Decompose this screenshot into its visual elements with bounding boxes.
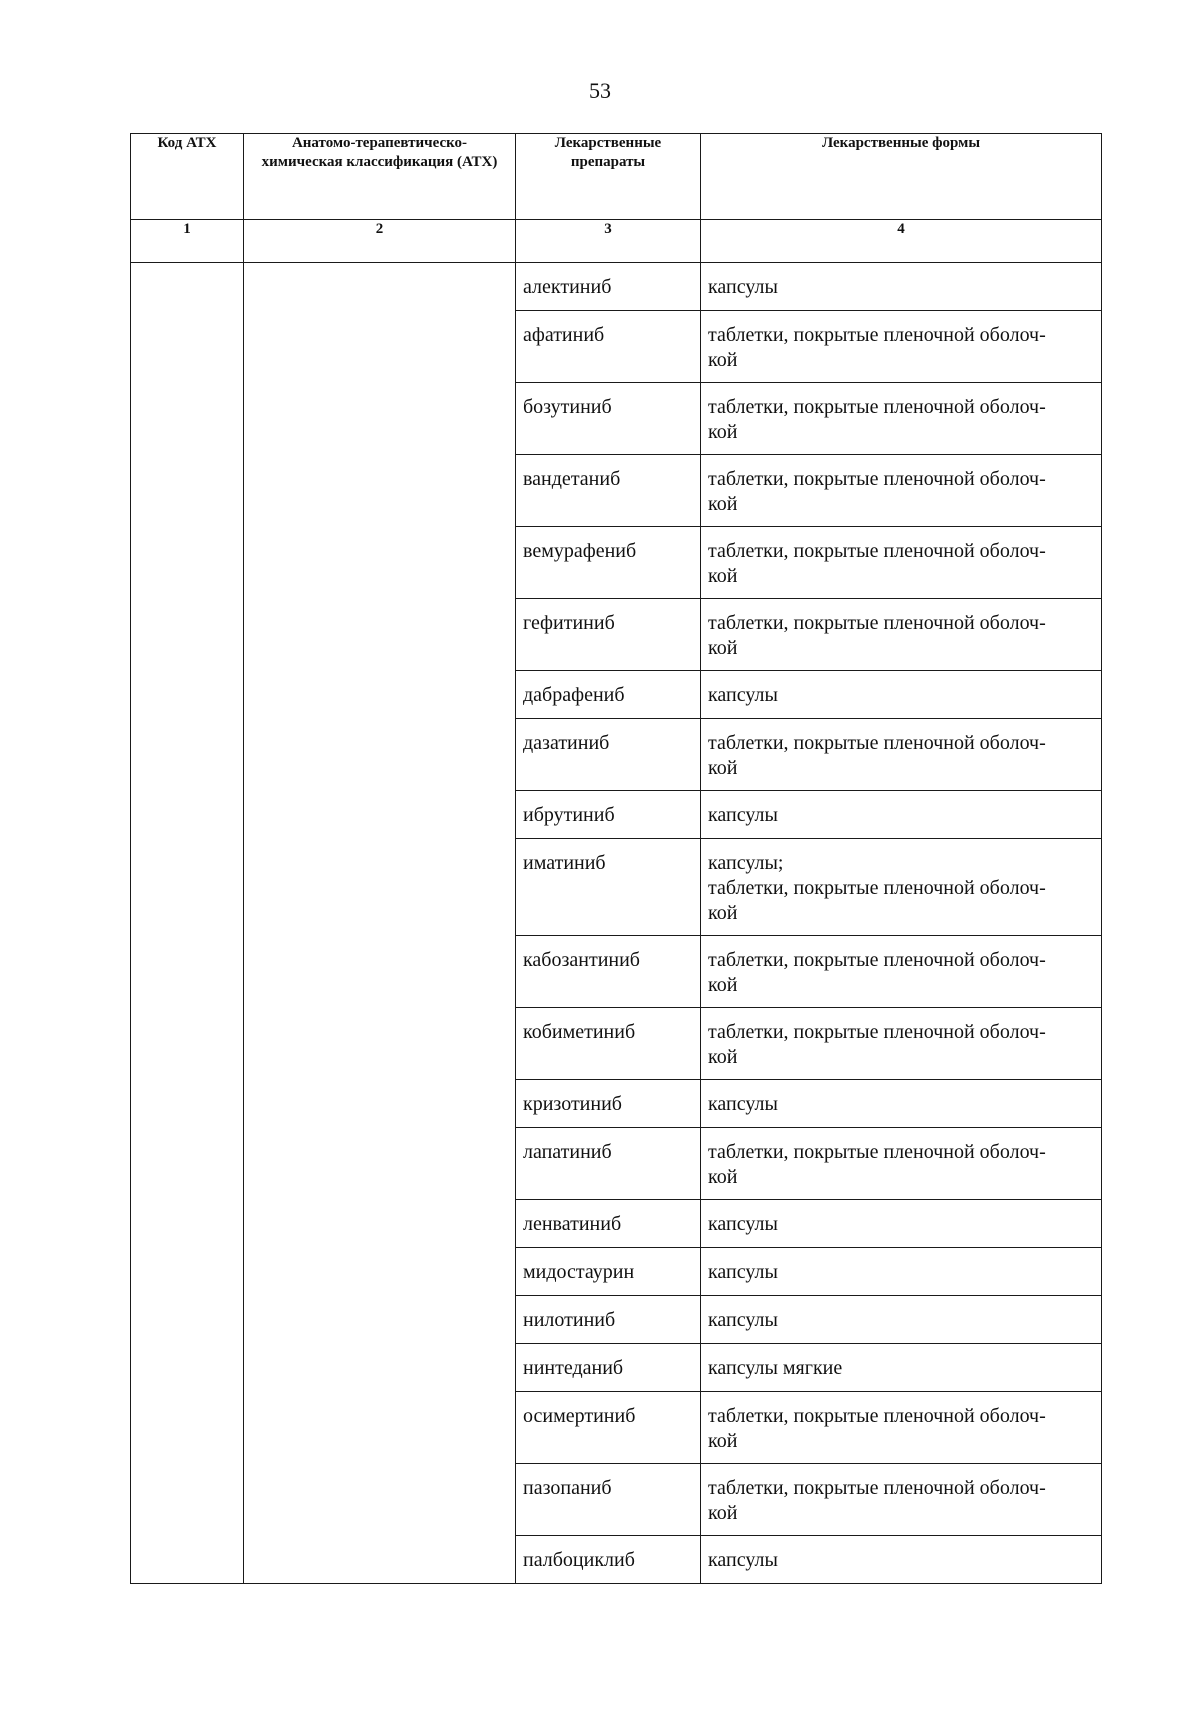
dosage-form-line: кой — [708, 1430, 738, 1452]
dosage-form-line: капсулы — [708, 1261, 778, 1283]
table-body — [131, 263, 1102, 1584]
dosage-form-line: кой — [708, 902, 738, 924]
drug-name: палбоциклиб — [516, 1536, 701, 1584]
dosage-form-line: кой — [708, 493, 738, 515]
drug-name: кризотиниб — [516, 1080, 701, 1128]
atx-table — [130, 133, 1102, 1584]
drug-name: гефитиниб — [516, 599, 701, 671]
drug-name: дазатиниб — [516, 719, 701, 791]
dosage-form-line: таблетки, покрытые пленочной оболоч- — [708, 396, 1046, 418]
dosage-form — [701, 936, 1102, 1008]
dosage-form — [701, 1200, 1102, 1248]
header-dosage-forms: Лекарственные формы — [701, 134, 1102, 220]
drug-name: дабрафениб — [516, 671, 701, 719]
dosage-form-line: таблетки, покрытые пленочной оболоч- — [708, 877, 1046, 899]
dosage-form-line: таблетки, покрытые пленочной оболоч- — [708, 1405, 1046, 1427]
dosage-form-line: кой — [708, 349, 738, 371]
drug-name: кабозантиниб — [516, 936, 701, 1008]
dosage-form-line: таблетки, покрытые пленочной оболоч- — [708, 612, 1046, 634]
drug-name: вандетаниб — [516, 455, 701, 527]
dosage-form — [701, 1128, 1102, 1200]
drug-name: лапатиниб — [516, 1128, 701, 1200]
dosage-form-line: таблетки, покрытые пленочной оболоч- — [708, 732, 1046, 754]
dosage-form — [701, 1248, 1102, 1296]
column-number: 4 — [701, 220, 1102, 263]
dosage-form-line: кой — [708, 974, 738, 996]
dosage-form — [701, 1344, 1102, 1392]
dosage-form — [701, 1008, 1102, 1080]
header-atx-classification: Анатомо-терапевтическо-химическая классификация (АТХ) — [244, 134, 516, 220]
dosage-form — [701, 791, 1102, 839]
dosage-form — [701, 383, 1102, 455]
dosage-form-line: таблетки, покрытые пленочной оболоч- — [708, 324, 1046, 346]
dosage-form — [701, 455, 1102, 527]
dosage-form-line: таблетки, покрытые пленочной оболоч- — [708, 540, 1046, 562]
dosage-form-line: таблетки, покрытые пленочной оболоч- — [708, 949, 1046, 971]
column-number-row — [131, 220, 1102, 263]
dosage-form — [701, 599, 1102, 671]
column-number: 1 — [131, 220, 244, 263]
drug-name: вемурафениб — [516, 527, 701, 599]
dosage-form — [701, 1392, 1102, 1464]
drug-name: осимертиниб — [516, 1392, 701, 1464]
dosage-form-line: кой — [708, 565, 738, 587]
header-row — [131, 134, 1102, 220]
dosage-form-line: таблетки, покрытые пленочной оболоч- — [708, 1141, 1046, 1163]
drug-name: мидостаурин — [516, 1248, 701, 1296]
dosage-form-line: кой — [708, 1046, 738, 1068]
dosage-form-line: капсулы мягкие — [708, 1357, 843, 1379]
dosage-form-line: капсулы; — [708, 852, 784, 874]
dosage-form — [701, 839, 1102, 936]
dosage-form — [701, 1536, 1102, 1584]
dosage-form-line: капсулы — [708, 804, 778, 826]
dosage-form-line: капсулы — [708, 1549, 778, 1571]
drug-name: ленватиниб — [516, 1200, 701, 1248]
dosage-form — [701, 671, 1102, 719]
dosage-form-line: таблетки, покрытые пленочной оболоч- — [708, 1477, 1046, 1499]
dosage-form — [701, 1464, 1102, 1536]
dosage-form-line: кой — [708, 757, 738, 779]
dosage-form-line: кой — [708, 1166, 738, 1188]
atx-classification-cell — [244, 263, 516, 1584]
dosage-form — [701, 263, 1102, 311]
drug-name: бозутиниб — [516, 383, 701, 455]
dosage-form-line: кой — [708, 1502, 738, 1524]
dosage-form-line: таблетки, покрытые пленочной оболоч- — [708, 1021, 1046, 1043]
column-number: 2 — [244, 220, 516, 263]
drug-name: афатиниб — [516, 311, 701, 383]
drug-name: алектиниб — [516, 263, 701, 311]
dosage-form-line: капсулы — [708, 276, 778, 298]
drug-name: кобиметиниб — [516, 1008, 701, 1080]
drug-name: нилотиниб — [516, 1296, 701, 1344]
dosage-form-line: капсулы — [708, 1093, 778, 1115]
dosage-form — [701, 311, 1102, 383]
dosage-form — [701, 1296, 1102, 1344]
column-number: 3 — [516, 220, 701, 263]
dosage-form-line: капсулы — [708, 1309, 778, 1331]
table-row — [131, 263, 1102, 311]
drug-name: пазопаниб — [516, 1464, 701, 1536]
dosage-form-line: кой — [708, 637, 738, 659]
dosage-form — [701, 1080, 1102, 1128]
dosage-form-line: кой — [708, 421, 738, 443]
drug-name: нинтеданиб — [516, 1344, 701, 1392]
dosage-form — [701, 527, 1102, 599]
dosage-form-line: капсулы — [708, 1213, 778, 1235]
dosage-form-line: капсулы — [708, 684, 778, 706]
dosage-form — [701, 719, 1102, 791]
header-drugs: Лекарственные препараты — [516, 134, 701, 220]
header-atx-code: Код АТХ — [131, 134, 244, 220]
drug-name: ибрутиниб — [516, 791, 701, 839]
drug-name: иматиниб — [516, 839, 701, 936]
atx-code-cell — [131, 263, 244, 1584]
page-number: 53 — [589, 78, 611, 103]
dosage-form-line: таблетки, покрытые пленочной оболоч- — [708, 468, 1046, 490]
